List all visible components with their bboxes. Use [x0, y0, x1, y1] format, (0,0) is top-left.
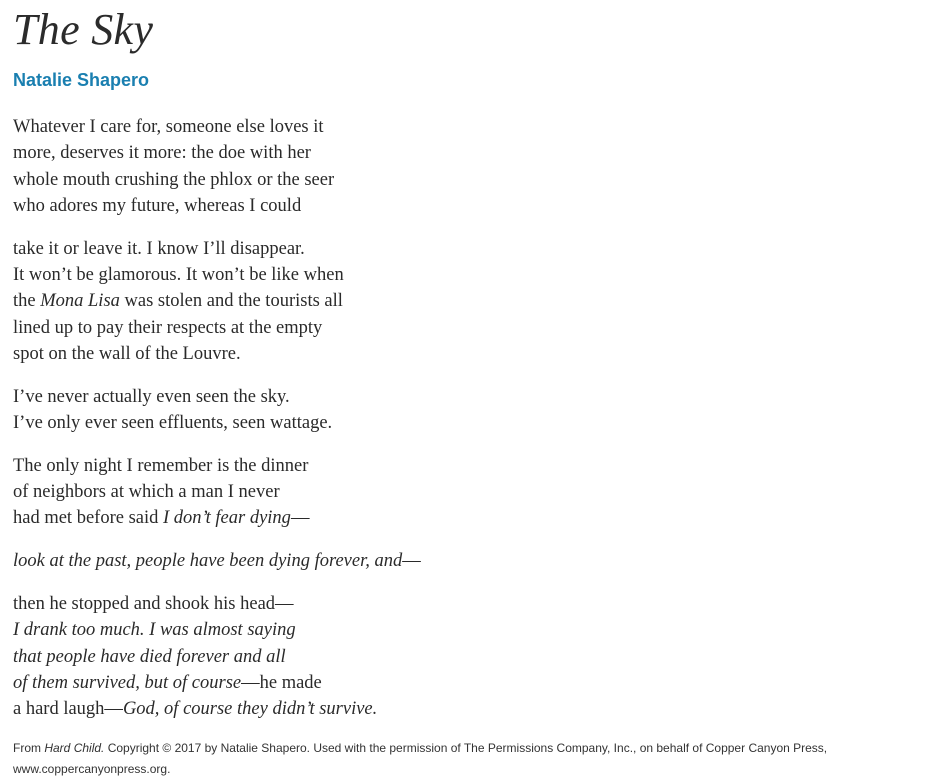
poem-line — [13, 670, 421, 696]
line-italic-text: that people have died forever and all — [13, 646, 286, 667]
line-italic-text: of them survived, but of course — [13, 672, 242, 693]
poem-line: who adores my future, whereas I could — [13, 195, 302, 216]
poem-line: I’ve only ever seen effluents, seen wattage. — [13, 412, 333, 433]
line-italic-text: God, of course they didn’t survive. — [122, 699, 378, 720]
stanza — [13, 236, 421, 367]
line-italic-text: I don’t fear dying — [163, 508, 291, 529]
poem-line: lined up to pay their respects at the empty — [13, 317, 323, 338]
stanza — [13, 591, 421, 722]
credit-from-label: From — [13, 741, 45, 755]
line-italic-text: look at the past, people have been dying forever, and — [13, 551, 403, 572]
line-text: — — [402, 551, 421, 572]
poem-body — [13, 114, 421, 739]
poem-line: It won’t be glamorous. It won’t be like when — [13, 264, 344, 285]
line-italic-text: Mona Lisa — [40, 291, 120, 312]
line-text: a hard laugh— — [13, 699, 123, 720]
line-italic-text: I drank too much. I was almost saying — [13, 620, 296, 641]
poem-line: of neighbors at which a man I never — [13, 482, 280, 503]
poem-line: then he stopped and shook his head— — [13, 593, 294, 614]
poem-line: spot on the wall of the Louvre. — [13, 343, 241, 364]
credit-book-title: Hard Child. — [44, 741, 105, 755]
poem-title: The Sky — [13, 5, 154, 54]
poem-line — [13, 644, 421, 670]
stanza — [13, 548, 421, 574]
stanza — [13, 384, 421, 437]
poem-line: take it or leave it. I know I’ll disappear. — [13, 238, 305, 259]
poem-line: more, deserves it more: the doe with her — [13, 143, 311, 164]
stanza — [13, 453, 421, 532]
line-text: was stolen and the tourists all — [119, 291, 343, 312]
line-text: — — [290, 508, 310, 529]
line-text: had met before said — [13, 508, 163, 529]
copyright-credit — [13, 738, 913, 780]
poem-line: The only night I remember is the dinner — [13, 455, 309, 476]
poem-line — [13, 696, 421, 722]
poem-line — [13, 505, 421, 531]
poem-line — [13, 617, 421, 643]
poem-line — [13, 548, 421, 574]
line-text: —he made — [241, 672, 322, 693]
poem-author-link[interactable]: Natalie Shapero — [13, 70, 150, 90]
credit-text: Copyright © 2017 by Natalie Shapero. Used with the permission of The Permissions Company, Inc., on behalf of Copper Canyon Press, www.coppercanyonpress.org. — [13, 741, 828, 776]
stanza — [13, 114, 421, 219]
poem-line: whole mouth crushing the phlox or the seer — [13, 169, 335, 190]
poem-line: Whatever I care for, someone else loves it — [13, 117, 324, 137]
poem-line — [13, 288, 421, 314]
poem-line: I’ve never actually even seen the sky. — [13, 386, 290, 407]
line-text: the — [13, 291, 41, 312]
